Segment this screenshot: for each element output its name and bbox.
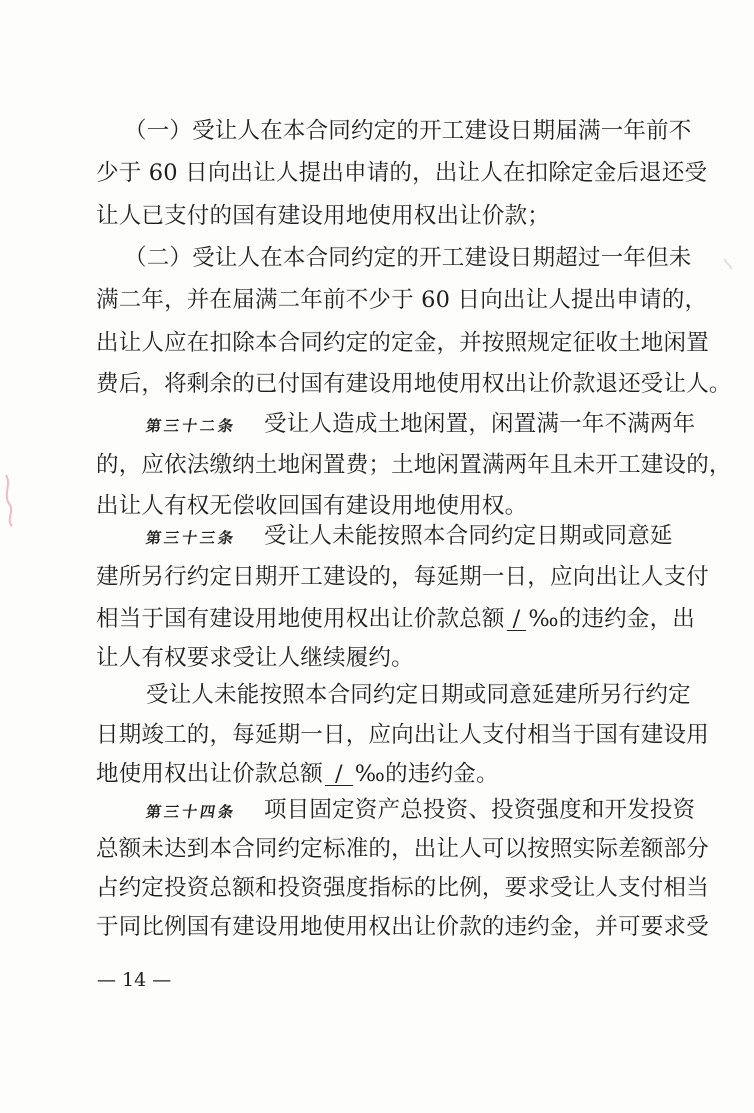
text-line-17 [96, 763, 671, 786]
article-34-label: 第三十四条 [144, 803, 238, 821]
article-33-label: 第三十三条 [144, 529, 238, 547]
text-line-21: 占约定投资总额和投资强度指标的比例，要求受让人支付相当 [96, 875, 709, 901]
page-number: — 14 — [97, 969, 172, 991]
article-33-line [146, 525, 721, 548]
text-line-17-a: 地使用权出让价款总额 [96, 761, 324, 787]
text-line-13-a: 相当于国有建设用地使用权出让价款总额 [96, 606, 505, 632]
article-32-line [146, 413, 721, 436]
article-32-label: 第三十二条 [144, 417, 238, 435]
scan-mark-left [0, 470, 22, 530]
text-line-3: 让人已支付的国有建设用地使用权出让价款； [96, 203, 551, 229]
text-line-14: 让人有权要求受让人继续履约。 [96, 645, 414, 671]
text-line-11: 受让人未能按照本合同约定日期或同意延 [264, 523, 673, 549]
text-line-16: 日期竣工的，每延期一日，应向出让人支付相当于国有建设用 [96, 722, 709, 748]
text-line-10: 出让人有权无偿收回国有建设用地使用权。 [96, 493, 528, 519]
text-line-12: 建所另行约定日期开工建设的，每延期一日，应向出让人支付 [96, 564, 709, 590]
text-line-20: 总额未达到本合同约定标准的，出让人可以按照实际差额部分 [96, 836, 709, 862]
text-line-13-b: ‰的违约金，出 [528, 606, 695, 632]
text-line-13 [96, 606, 695, 632]
text-line-5: 满二年，并在届满二年前不少于 60 日向出让人提出申请的， [96, 287, 708, 313]
text-line-22: 于同比例国有建设用地使用权出让价款的违约金，并可要求受 [96, 914, 709, 940]
text-line-2: 少于 60 日向出让人提出申请的，出让人在扣除定金后退还受 [96, 160, 708, 186]
text-line-15: 受让人未能按照本合同约定日期或同意延建所另行约定 [146, 682, 691, 708]
blank-field-1: / [507, 609, 527, 631]
blank-field-2: / [325, 764, 353, 786]
text-line-8: 受让人造成土地闲置，闲置满一年不满两年 [264, 411, 696, 437]
text-line-17-b: ‰的违约金。 [354, 761, 499, 787]
text-line-4: （二）受让人在本合同约定的开工建设日期超过一年但未 [124, 245, 692, 271]
text-line-19: 项目固定资产总投资、投资强度和开发投资 [264, 797, 696, 823]
text-line-1: （一）受让人在本合同约定的开工建设日期届满一年前不 [124, 118, 692, 144]
text-line-6: 出让人应在扣除本合同约定的定金，并按照规定征收土地闲置 [96, 330, 709, 356]
text-line-7: 费后，将剩余的已付国有建设用地使用权出让价款退还受让人。 [96, 371, 732, 397]
article-34-line [146, 799, 721, 822]
text-line-9: 的，应依法缴纳土地闲置费；土地闲置满两年且未开工建设的， [96, 452, 732, 478]
scan-mark-right [720, 255, 740, 275]
